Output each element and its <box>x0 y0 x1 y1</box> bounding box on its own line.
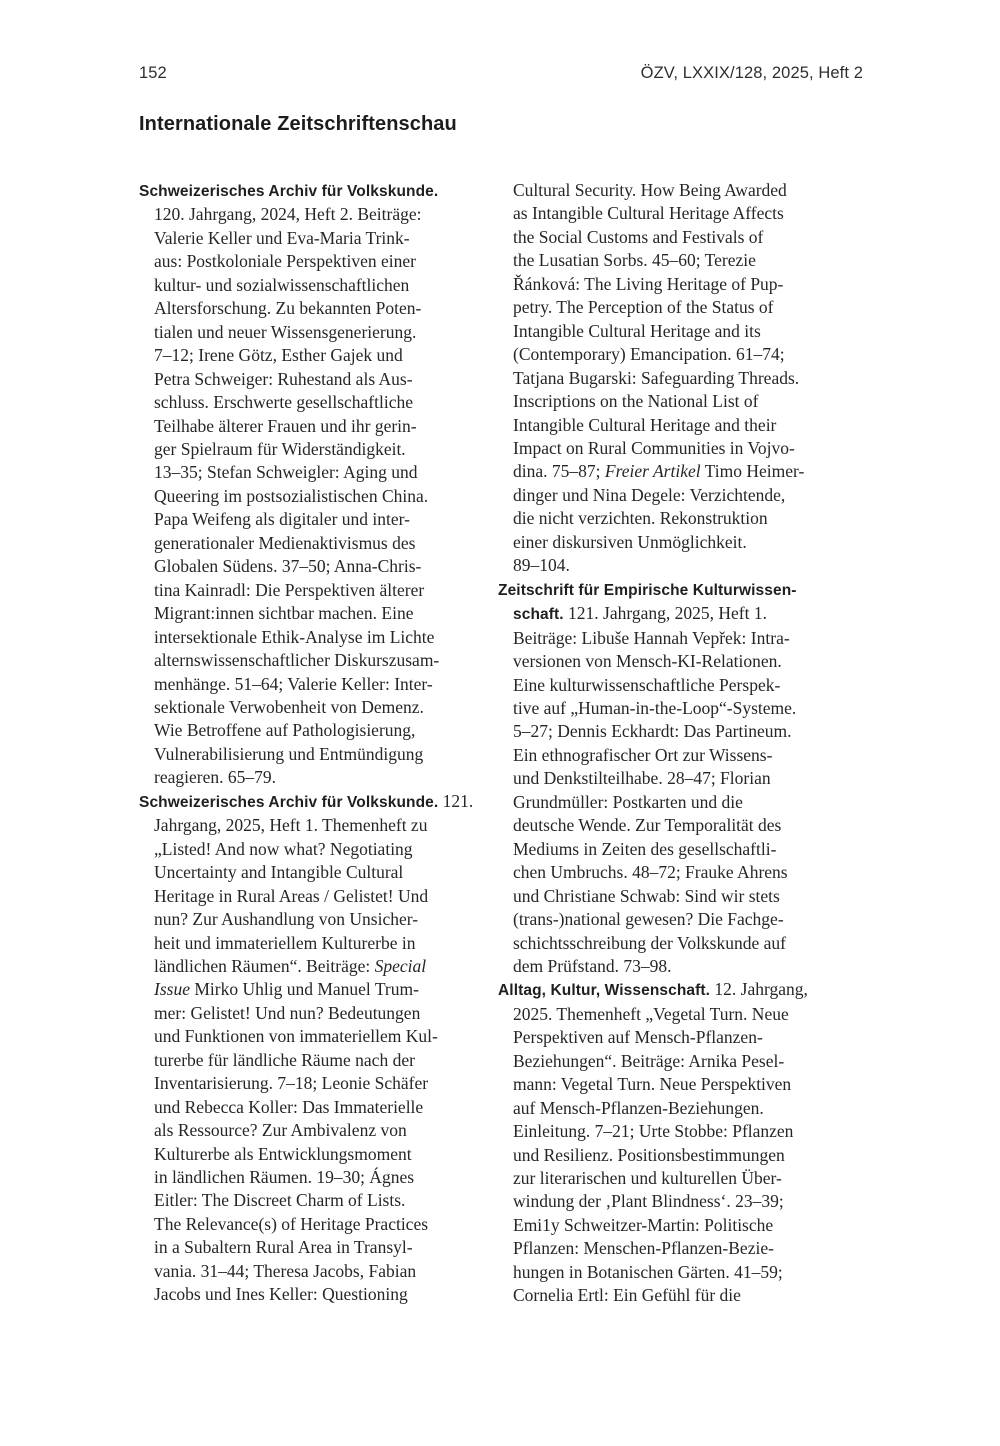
text-run: ländlichen Räumen“. Beiträge: <box>154 955 375 976</box>
text-run: Petra Schweiger: Ruhestand als Aus- <box>154 368 413 389</box>
text-run: 121. <box>438 790 474 811</box>
text-line <box>139 579 471 602</box>
text-run: deutsche Wende. Zur Temporalität des <box>513 815 782 836</box>
text-run: Mediums in Zeiten des gesellschaftli- <box>513 838 777 859</box>
text-line <box>139 1049 471 1072</box>
text-line <box>139 814 471 837</box>
text-line <box>498 650 830 673</box>
text-run: mer: Gelistet! Und nun? Bedeutungen <box>154 1002 421 1023</box>
text-line <box>139 673 471 696</box>
text-line <box>498 296 830 319</box>
text-line <box>498 978 830 1002</box>
text-line <box>498 249 830 272</box>
text-run: chen Umbruchs. 48–72; Frauke Ahrens <box>513 862 788 883</box>
text-line <box>139 391 471 414</box>
text-run: Jacobs und Ines Keller: Questioning <box>154 1284 408 1305</box>
text-line <box>498 1167 830 1190</box>
text-run: 5–27; Dennis Eckhardt: Das Partineum. <box>513 721 792 742</box>
text-run: Inscriptions on the National List of <box>513 391 759 412</box>
text-run: „Listed! And now what? Negotiating <box>154 838 413 859</box>
text-run: als Ressource? Zur Ambivalenz von <box>154 1120 407 1141</box>
text-run: Vulnerabilisierung und Entmündigung <box>154 743 424 764</box>
page-number: 152 <box>139 64 167 82</box>
text-line <box>139 1002 471 1025</box>
text-line <box>139 602 471 625</box>
text-line <box>139 321 471 344</box>
text-line <box>139 532 471 555</box>
text-run: Inventarisierung. 7–18; Leonie Schäfer <box>154 1073 429 1094</box>
text-line <box>139 932 471 955</box>
text-line <box>498 531 830 554</box>
text-run: Mirko Uhlig und Manuel Trum- <box>189 979 419 1000</box>
text-line <box>498 674 830 697</box>
text-line <box>139 1213 471 1236</box>
text-line <box>498 1144 830 1167</box>
text-run: tive auf „Human-in-the-Loop“-Systeme. <box>513 697 797 718</box>
text-line <box>498 507 830 530</box>
text-run: reagieren. 65–79. <box>154 767 276 788</box>
text-run: Jahrgang, 2025, Heft 1. Themenheft zu <box>154 815 428 836</box>
text-line <box>139 274 471 297</box>
text-line <box>498 554 830 577</box>
text-line <box>498 1026 830 1049</box>
text-run: Globalen Südens. 37–50; Anna-Chris- <box>154 556 422 577</box>
text-line <box>139 179 471 203</box>
text-run: versionen von Mensch-KI-Relationen. <box>513 651 782 672</box>
text-run: Heritage in Rural Areas / Gelistet! Und <box>154 885 429 906</box>
text-line <box>139 838 471 861</box>
text-run: Teilhabe älterer Frauen und ihr gerin- <box>154 415 417 436</box>
text-run: auf Mensch-Pflanzen-Beziehungen. <box>513 1097 764 1118</box>
text-line <box>498 1097 830 1120</box>
text-line <box>139 297 471 320</box>
text-line <box>498 932 830 955</box>
text-run: tialen und neuer Wissensgenerierung. <box>154 321 417 342</box>
text-run: (Contemporary) Emancipation. 61–74; <box>513 344 785 365</box>
text-line <box>498 1214 830 1237</box>
text-line <box>498 602 830 626</box>
text-line <box>498 1237 830 1260</box>
text-line <box>139 344 471 367</box>
text-line <box>139 766 471 789</box>
text-line <box>139 626 471 649</box>
text-line <box>139 1096 471 1119</box>
text-line <box>498 885 830 908</box>
text-run: Grundmüller: Postkarten und die <box>513 791 743 812</box>
text-line <box>139 790 474 814</box>
text-line <box>498 273 830 296</box>
text-run: Wie Betroffene auf Pathologisierung, <box>154 720 416 741</box>
left-column <box>139 179 474 1308</box>
text-line <box>498 1190 830 1213</box>
journal-title-run: Schweizerisches Archiv für Volkskunde. <box>139 793 439 811</box>
text-run: Eine kulturwissenschaftliche Perspek- <box>513 674 781 695</box>
text-line <box>498 578 830 602</box>
text-run: 12. Jahrgang, <box>710 979 808 1000</box>
text-line <box>498 1073 830 1096</box>
text-run: Beiträge: Libuše Hannah Vepřek: Intra- <box>513 627 790 648</box>
text-run: ger Spielraum für Widerständigkeit. <box>154 438 406 459</box>
text-run: Tatjana Bugarski: Safeguarding Threads. <box>513 367 800 388</box>
text-line <box>139 978 471 1001</box>
text-line <box>498 226 830 249</box>
text-run: dina. 75–87; <box>513 461 605 482</box>
text-run: 120. Jahrgang, 2024, Heft 2. Beiträge: <box>154 204 422 225</box>
text-line <box>498 1120 830 1143</box>
text-run: in ländlichen Räumen. 19–30; Ágnes <box>154 1167 415 1188</box>
text-run: windung der ‚Plant Blindness‘. 23–39; <box>513 1191 784 1212</box>
text-run: Eitler: The Discreet Charm of Lists. <box>154 1190 406 1211</box>
text-run: alternswissenschaftlicher Diskurszusam- <box>154 650 440 671</box>
text-run: schichtsschreibung der Volkskunde auf <box>513 932 786 953</box>
text-line <box>139 415 471 438</box>
text-run: 2025. Themenheft „Vegetal Turn. Neue <box>513 1003 789 1024</box>
text-line <box>498 838 830 861</box>
text-run: schluss. Erschwerte gesellschaftliche <box>154 392 414 413</box>
text-run: Perspektiven auf Mensch-Pflanzen- <box>513 1027 763 1048</box>
text-line <box>498 697 830 720</box>
text-line <box>139 861 471 884</box>
text-line <box>139 227 471 250</box>
text-run: Freier Artikel <box>604 461 701 482</box>
text-run: und Funktionen von immateriellem Kul- <box>154 1026 438 1047</box>
text-line <box>498 1050 830 1073</box>
text-run: heit und immateriellem Kulturerbe in <box>154 932 416 953</box>
text-line <box>498 202 830 225</box>
journal-reference: ÖZV, LXXIX/128, 2025, Heft 2 <box>640 64 863 82</box>
text-line <box>139 955 471 978</box>
text-line <box>498 627 830 650</box>
journal-title-run: Zeitschrift für Empirische Kulturwissen- <box>498 581 797 599</box>
text-line <box>139 1119 471 1142</box>
text-run: vania. 31–44; Theresa Jacobs, Fabian <box>154 1260 417 1281</box>
text-run: 89–104. <box>513 555 570 576</box>
text-run: Cultural Security. How Being Awarded <box>513 180 787 200</box>
text-run: und Rebecca Koller: Das Immaterielle <box>154 1096 424 1117</box>
text-run: (trans-)national gewesen? Die Fachge- <box>513 909 784 930</box>
text-run: kultur- und sozialwissenschaftlichen <box>154 274 410 295</box>
text-line <box>498 343 830 366</box>
text-line <box>139 1260 471 1283</box>
text-run: the Lusatian Sorbs. 45–60; Terezie <box>513 250 756 271</box>
text-run: dinger und Nina Degele: Verzichtende, <box>513 484 786 505</box>
text-run: The Relevance(s) of Heritage Practices <box>154 1213 429 1234</box>
text-run: nun? Zur Aushandlung von Unsicher- <box>154 909 419 930</box>
text-line <box>498 320 830 343</box>
text-run: Pflanzen: Menschen-Pflanzen-Bezie- <box>513 1238 774 1259</box>
text-run: Altersforschung. Zu bekannten Poten- <box>154 298 422 319</box>
text-run: Emi1y Schweitzer-Martin: Politische <box>513 1214 774 1235</box>
text-line <box>139 885 471 908</box>
text-run: tina Kainradl: Die Perspektiven älterer <box>154 579 425 600</box>
text-line <box>139 1166 471 1189</box>
text-run: 13–35; Stefan Schweigler: Aging und <box>154 462 418 483</box>
text-run: dem Prüfstand. 73–98. <box>513 955 672 976</box>
page-title: Internationale Zeitschriftenschau <box>139 113 457 135</box>
text-line <box>139 1072 471 1095</box>
text-line <box>139 203 471 226</box>
text-run: Cornelia Ertl: Ein Gefühl für die <box>513 1285 741 1306</box>
text-run: mann: Vegetal Turn. Neue Perspektiven <box>513 1074 792 1095</box>
text-line <box>498 1261 830 1284</box>
text-line <box>139 368 471 391</box>
text-line <box>139 485 471 508</box>
text-run: aus: Postkoloniale Perspektiven einer <box>154 251 416 272</box>
text-line <box>498 390 830 413</box>
text-line <box>498 861 830 884</box>
text-line <box>498 179 830 202</box>
text-line <box>498 908 830 931</box>
text-run: Einleitung. 7–21; Urte Stobbe: Pflanzen <box>513 1121 794 1142</box>
text-run: und Denkstilteilhabe. 28–47; Florian <box>513 768 771 789</box>
text-run: Řánková: The Living Heritage of Pup- <box>513 273 784 294</box>
text-line <box>139 719 471 742</box>
text-line <box>498 955 830 978</box>
text-run: Impact on Rural Communities in Vojvo- <box>513 437 795 458</box>
text-run: Migrant:innen sichtbar machen. Eine <box>154 603 414 624</box>
text-run: einer diskursiven Unmöglichkeit. <box>513 531 747 552</box>
journal-title-run: schaft. <box>513 606 564 624</box>
text-line <box>498 744 830 767</box>
text-line <box>139 1025 471 1048</box>
text-run: Intangible Cultural Heritage and their <box>513 414 777 435</box>
text-run: 7–12; Irene Götz, Esther Gajek und <box>154 345 403 366</box>
text-run: die nicht verzichten. Rekonstruktion <box>513 508 768 529</box>
text-line <box>139 908 471 931</box>
text-line <box>139 250 471 273</box>
text-run: generationaler Medienaktivismus des <box>154 532 416 553</box>
text-run: Intangible Cultural Heritage and its <box>513 320 761 341</box>
text-columns <box>139 179 830 1308</box>
text-line <box>139 1283 471 1306</box>
text-run: Special <box>374 955 427 976</box>
text-run: turerbe für ländliche Räume nach der <box>154 1049 415 1070</box>
text-run: hungen in Botanischen Gärten. 41–59; <box>513 1261 783 1282</box>
text-run: und Christiane Schwab: Sind wir stets <box>513 885 780 906</box>
text-line <box>139 649 471 672</box>
text-line <box>498 814 830 837</box>
text-run: Uncertainty and Intangible Cultural <box>154 862 404 883</box>
text-line <box>139 461 471 484</box>
text-run: Valerie Keller und Eva-Maria Trink- <box>154 227 410 248</box>
text-run: sektionale Verwobenheit von Demenz. <box>154 696 424 717</box>
text-line <box>139 1236 471 1259</box>
right-column <box>498 179 830 1308</box>
text-line <box>498 791 830 814</box>
text-run: menhänge. 51–64; Valerie Keller: Inter- <box>154 673 433 694</box>
text-line <box>498 414 830 437</box>
text-line <box>139 1143 471 1166</box>
text-run: Issue <box>154 979 190 1000</box>
text-line <box>139 696 471 719</box>
text-line <box>498 1284 830 1307</box>
text-run: petry. The Perception of the Status of <box>513 297 774 318</box>
text-run: Papa Weifeng als digitaler und inter- <box>154 509 410 530</box>
text-run: Kulturerbe als Entwicklungsmoment <box>154 1143 412 1164</box>
journal-title-run: Schweizerisches Archiv für Volkskunde. <box>139 183 439 200</box>
text-run: und Resilienz. Positionsbestimmungen <box>513 1144 785 1165</box>
text-line <box>139 438 471 461</box>
text-run: intersektionale Ethik-Analyse im Lichte <box>154 626 435 647</box>
text-line <box>498 767 830 790</box>
text-line <box>498 1003 830 1026</box>
text-line <box>498 484 830 507</box>
text-line <box>139 1189 471 1212</box>
text-run: Beziehungen“. Beiträge: Arnika Pesel- <box>513 1050 785 1071</box>
text-run: the Social Customs and Festivals of <box>513 226 764 247</box>
text-run: as Intangible Cultural Heritage Affects <box>513 203 784 224</box>
page-header <box>139 64 863 83</box>
text-run: in a Subaltern Rural Area in Transyl- <box>154 1237 413 1258</box>
journal-title-run: Alltag, Kultur, Wissenschaft. <box>498 982 711 1000</box>
text-line <box>139 508 471 531</box>
text-run: zur literarischen und kulturellen Über- <box>513 1168 782 1189</box>
text-line <box>498 437 830 460</box>
text-run: Queering im postsozialistischen China. <box>154 485 429 506</box>
text-line <box>139 743 471 766</box>
text-run: 121. Jahrgang, 2025, Heft 1. <box>563 603 767 624</box>
text-line <box>498 367 830 390</box>
text-line <box>498 720 830 743</box>
text-run: Ein ethnografischer Ort zur Wissens- <box>513 744 773 765</box>
text-run: Timo Heimer- <box>700 461 805 482</box>
text-line <box>498 460 830 483</box>
text-line <box>139 555 471 578</box>
